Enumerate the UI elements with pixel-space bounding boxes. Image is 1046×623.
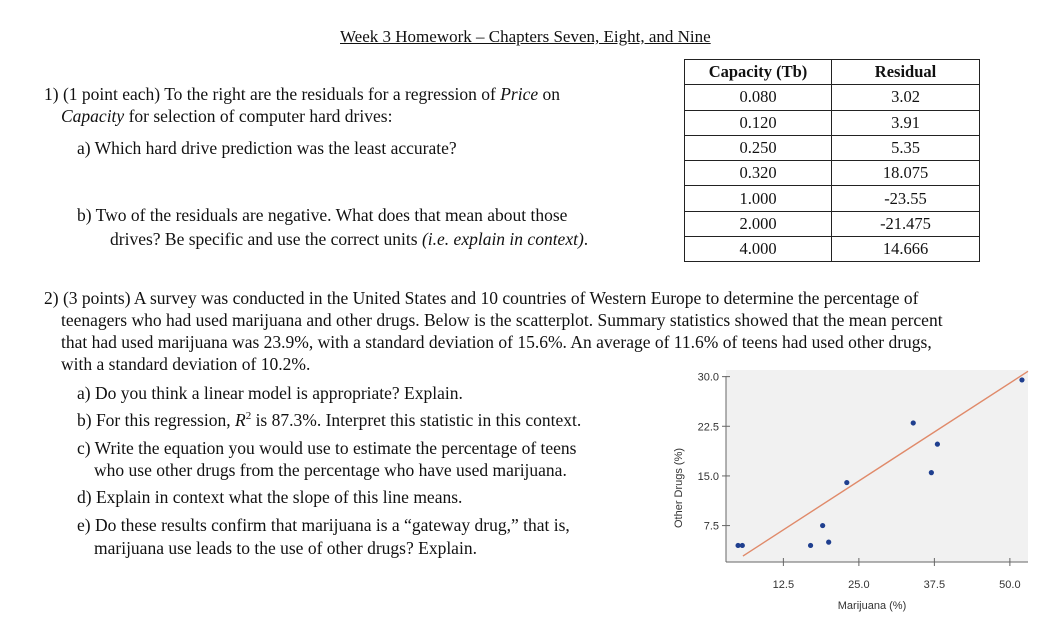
q1-part-b-text: drives? Be specific and use the correct units (110, 229, 422, 249)
q1-on: on (538, 84, 560, 104)
data-point (844, 480, 849, 485)
q2-part-e-line1: e) Do these results confirm that marijuana is a “gateway drug,” that is, (77, 515, 570, 535)
header-residual: Residual (832, 60, 980, 85)
capacity-cell: 4.000 (685, 237, 832, 262)
q2-part-b-post: is 87.3%. Interpret this statistic in this context. (251, 410, 582, 430)
q1-price-var: Price (500, 84, 539, 104)
y-ticks (698, 372, 730, 533)
x-tick-label: 25.0 (848, 579, 870, 591)
x-axis-label: Marijuana (%) (837, 600, 907, 612)
residual-cell: 18.075 (832, 161, 980, 186)
residual-cell: 14.666 (832, 237, 980, 262)
q2-intro-line3: that had used marijuana was 23.9%, with a standard deviation of 15.6%. An average of 11.6% of teens had used other drugs, (61, 332, 932, 352)
plot-background (726, 370, 1028, 562)
residual-table (684, 59, 980, 262)
data-point (820, 523, 825, 528)
table-row (685, 161, 980, 186)
table-row (685, 110, 980, 135)
table-row (685, 85, 980, 110)
q1-capacity-var: Capacity (61, 106, 125, 126)
page-title: Week 3 Homework – Chapters Seven, Eight, and Nine (340, 27, 711, 46)
data-point (911, 420, 916, 425)
q2-intro-line1: 2) (3 points) A survey was conducted in the United States and 10 countries of Western Europe to determine the percentage of (44, 288, 919, 308)
y-tick-label: 22.5 (697, 421, 719, 434)
data-point (1019, 377, 1024, 382)
q2-part-a: a) Do you think a linear model is appropriate? Explain. (77, 383, 463, 403)
q2-part-b-pre: b) For this regression, (77, 410, 235, 430)
q1-intro-line1 (44, 84, 560, 105)
capacity-cell: 0.080 (685, 85, 832, 110)
x-tick-label: 50.0 (999, 579, 1021, 591)
data-point (808, 543, 813, 548)
q2-r-symbol: R (234, 410, 246, 430)
q1-intro-text: 1) (1 point each) To the right are the residuals for a regression of (44, 84, 501, 104)
q2-intro-line4: with a standard deviation of 10.2%. (61, 354, 311, 374)
table-row (685, 237, 980, 262)
q2-part-c-line1: c) Write the equation you would use to estimate the percentage of teens (77, 438, 577, 458)
capacity-cell: 0.320 (685, 161, 832, 186)
q2-part-e-line2: marijuana use leads to the use of other drugs? Explain. (94, 538, 477, 558)
data-point (935, 442, 940, 447)
q1-part-b-line1: b) Two of the residuals are negative. What does that mean about those (77, 205, 568, 225)
capacity-cell: 0.250 (685, 135, 832, 160)
data-point (740, 543, 745, 548)
y-tick-label: 30.0 (697, 371, 719, 384)
q1-part-b-line2 (110, 229, 588, 250)
q2-intro-line2: teenagers who had used marijuana and other drugs. Below is the scatterplot. Summary statistics showed that the mean percent (61, 310, 943, 330)
y-tick-label: 15.0 (697, 470, 719, 483)
residual-cell: 5.35 (832, 135, 980, 160)
q2-part-b (77, 410, 581, 431)
q1-intro-end: for selection of computer hard drives: (124, 106, 393, 126)
x-tick-label: 12.5 (772, 579, 795, 591)
q2-r-exponent: 2 (245, 410, 252, 423)
table-header-row (685, 60, 980, 85)
capacity-cell: 1.000 (685, 186, 832, 211)
residual-cell: 3.91 (832, 110, 980, 135)
y-axis-label: Other Drugs (%) (673, 447, 685, 529)
q2-part-c-line2: who use other drugs from the percentage who have used marijuana. (94, 460, 567, 480)
x-tick-label: 37.5 (923, 579, 946, 591)
residual-cell: -23.55 (832, 186, 980, 211)
data-point (929, 470, 934, 475)
capacity-cell: 2.000 (685, 211, 832, 236)
q1-part-b-italic: (i.e. explain in context) (421, 229, 584, 249)
q1-part-b-period: . (583, 229, 589, 249)
residual-cell: 3.02 (832, 85, 980, 110)
table-row (685, 186, 980, 211)
table-row (685, 211, 980, 236)
table-row (685, 135, 980, 160)
q2-part-d: d) Explain in context what the slope of this line means. (77, 487, 463, 507)
scatterplot (640, 370, 1030, 620)
capacity-cell: 0.120 (685, 110, 832, 135)
data-point (826, 540, 831, 545)
header-capacity: Capacity (Tb) (685, 60, 832, 85)
q1-intro-line2 (61, 106, 392, 127)
q1-part-a: a) Which hard drive prediction was the least accurate? (77, 138, 457, 158)
residual-cell: -21.475 (832, 211, 980, 236)
y-tick-label: 7.5 (703, 520, 719, 533)
x-ticks (773, 558, 1021, 591)
